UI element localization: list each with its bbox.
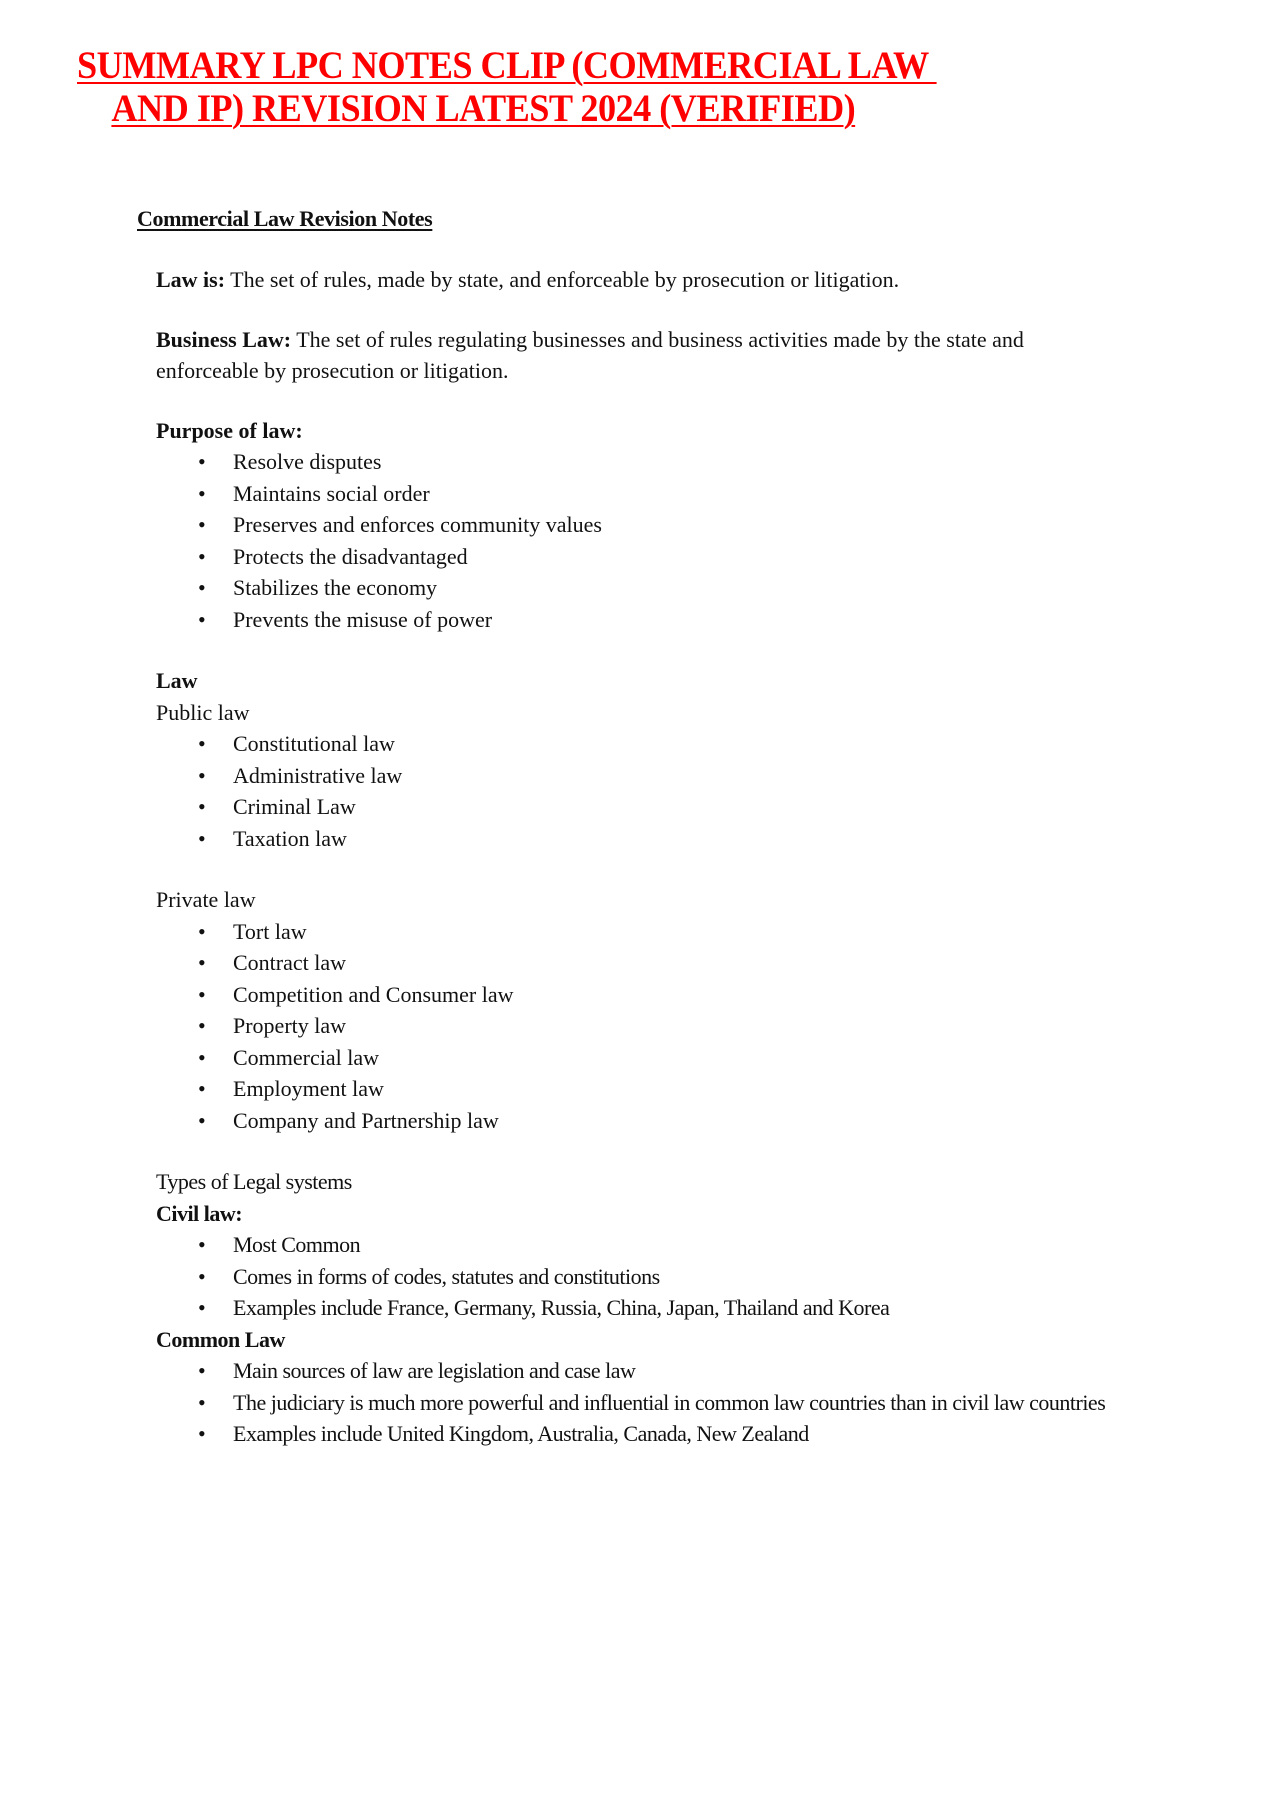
definition-text: The set of rules, made by state, and enforceable by prosecution or litigation. [225, 267, 900, 292]
bullet-icon: • [198, 480, 206, 506]
legal-systems-section [156, 1166, 1116, 1450]
public-law-list [156, 728, 1116, 854]
public-law-label: Public law [156, 699, 250, 725]
bullet-icon: • [198, 449, 206, 474]
list-item: • Resolve disputes [156, 446, 1116, 478]
list-item: • Main sources of law are legislation and case law [156, 1355, 1116, 1387]
purpose-heading: Purpose of law: [156, 417, 303, 443]
bullet-icon: • [198, 1295, 206, 1320]
legal-systems-heading: Types of Legal systems [156, 1169, 352, 1194]
list-item: • Tort law [156, 916, 1116, 948]
definition-term: Business Law: [156, 326, 292, 352]
spacer [156, 1136, 1116, 1166]
list-item: • Employment law [156, 1073, 1116, 1105]
purpose-list [156, 446, 1116, 635]
law-heading: Law [156, 668, 198, 693]
bullet-icon: • [198, 825, 206, 851]
bullet-icon: • [198, 543, 206, 569]
list-item: • Constitutional law [156, 728, 1116, 760]
document-body [156, 264, 1116, 1450]
list-item: • Company and Partnership law [156, 1105, 1116, 1137]
list-item: • Contract law [156, 947, 1116, 979]
definition-law-is [156, 264, 1116, 296]
section-heading: Commercial Law Revision Notes [137, 206, 433, 231]
definition-text: The set of rules regulating businesses and business activities made by the state and enforceable by prosecution or litigation. [156, 326, 1024, 383]
private-law-label: Private law [156, 887, 256, 912]
civil-law-label: Civil law: [156, 1200, 243, 1226]
bullet-icon: • [198, 1358, 206, 1383]
list-item: • Comes in forms of codes, statutes and constitutions [156, 1261, 1116, 1293]
bullet-icon: • [198, 1232, 206, 1257]
bullet-icon: • [198, 762, 206, 788]
private-law-list [156, 916, 1116, 1137]
list-item: • Preserves and enforces community values [156, 509, 1116, 541]
list-item: • Prevents the misuse of power [156, 604, 1116, 636]
list-item: • Examples include United Kingdom, Australia, Canada, New Zealand [156, 1418, 1116, 1450]
bullet-icon: • [198, 981, 206, 1007]
list-item: • Most Common [156, 1229, 1116, 1261]
bullet-icon: • [198, 1421, 206, 1446]
common-law-list [156, 1355, 1116, 1450]
title-line-1: SUMMARY LPC NOTES CLIP (COMMERCIAL LAW [77, 44, 937, 87]
page-title [77, 44, 937, 130]
list-item: • Maintains social order [156, 478, 1116, 510]
list-item: • Protects the disadvantaged [156, 541, 1116, 573]
spacer [156, 854, 1116, 884]
list-item: • Property law [156, 1010, 1116, 1042]
list-item: • Stabilizes the economy [156, 572, 1116, 604]
list-item: • Commercial law [156, 1042, 1116, 1074]
bullet-icon: • [198, 1013, 206, 1038]
bullet-icon: • [198, 1107, 206, 1133]
bullet-icon: • [198, 918, 206, 944]
bullet-icon: • [198, 606, 206, 632]
bullet-icon: • [198, 1076, 206, 1101]
bullet-icon: • [198, 1263, 206, 1289]
common-law-label: Common Law [156, 1326, 285, 1352]
list-item: • Competition and Consumer law [156, 979, 1116, 1011]
list-item: • Administrative law [156, 760, 1116, 792]
bullet-icon: • [198, 731, 206, 756]
title-line-2: AND IP) REVISION LATEST 2024 (VERIFIED) [111, 87, 856, 130]
list-item: • The judiciary is much more powerful and influential in common law countries than in civil law countries [156, 1387, 1116, 1419]
spacer [156, 635, 1116, 665]
bullet-icon: • [198, 794, 206, 819]
bullet-icon: • [198, 950, 206, 975]
bullet-icon: • [198, 575, 206, 600]
list-item: • Criminal Law [156, 791, 1116, 823]
bullet-icon: • [198, 512, 206, 537]
bullet-icon: • [198, 1044, 206, 1070]
list-item: • Taxation law [156, 823, 1116, 855]
definition-business-law [156, 324, 1116, 387]
definition-term: Law is: [156, 267, 226, 292]
list-item: • Examples include France, Germany, Russia, China, Japan, Thailand and Korea [156, 1292, 1116, 1324]
civil-law-list [156, 1229, 1116, 1324]
bullet-icon: • [198, 1389, 206, 1415]
